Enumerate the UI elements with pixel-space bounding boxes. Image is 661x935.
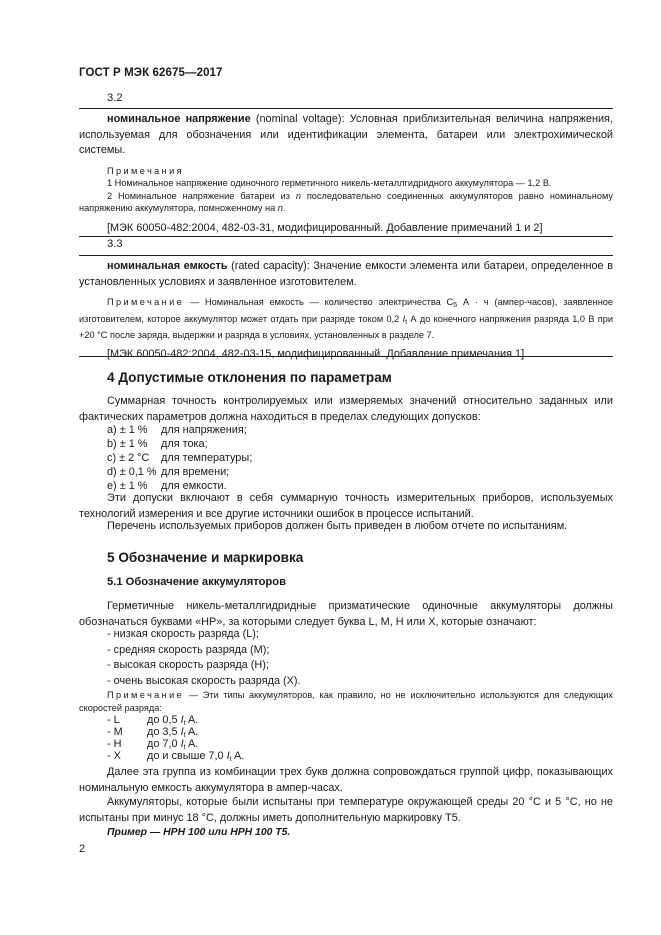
clause-number-3-3: 3.3 — [107, 238, 123, 250]
rate-letter: - M — [107, 726, 123, 738]
term-definition-3-3 — [79, 259, 613, 290]
list-item: - высокая скорость разряда (H); — [107, 659, 269, 671]
subsection-5-1-title: 5.1 Обозначение аккумуляторов — [107, 576, 286, 588]
note-2: 2 Номинальное напряжение батареи из n последовательно соединенных аккумуляторов равно номинальному напряжению аккумулятора, помноженному на n. — [79, 190, 613, 214]
section-5-1-note: Примечание — Эти типы аккумуляторов, как правило, но не исключительно используются для следующих скоростей разряда: — [79, 690, 613, 713]
rate-value: до и свыше 7,0 $I_t$ A. — [147, 750, 245, 763]
definition-text: (rated capacity): Значение емкости элемента или батареи, определенное в установленных условиях и заявленное изготовителем. — [79, 260, 613, 288]
term-name: номинальная емкость — [107, 260, 228, 272]
list-item: - очень высокая скорость разряда (X). — [107, 674, 301, 687]
section-4-para-1: Эти допуски включают в себя суммарную точность измерительных приборов, используемых технологий измерения и все другие источники ошибок в процессе испытаний. — [79, 492, 613, 520]
tolerance-value: d) ± 0,1 % — [107, 466, 157, 478]
rate-letter: - H — [107, 738, 122, 750]
section-4-para-2: Перечень используемых приборов должен быть приведен в любом отчете по испытаниям. — [107, 520, 568, 532]
rate-letter: - L — [107, 714, 120, 726]
clause-number-3-2: 3.2 — [107, 92, 123, 104]
tolerance-value: а) ± 1 % — [107, 424, 148, 436]
note: Примечание — Номинальная емкость — количество электричества $C_5$ А · ч (ампер-часов), заявленное изготовителем, которое аккумулятор может отдать при разряде током 0,2 $I_t$ А до конечного напряжения разряда 1,0 В при +20 °С после заряда, выдержки и разряда в условиях, установленных в разделе 7. — [79, 297, 613, 341]
list-item: - низкая скорость разряда (L); — [107, 628, 259, 640]
section-4-intro: Суммарная точность контролируемых или измеряемых значений относительно заданных или фактических параметров должна находиться в пределах следующих допусков: — [79, 395, 613, 423]
term-definition-3-2 — [79, 112, 613, 159]
section-5-1-para-1: Далее эта группа из комбинации трех букв должна сопровождаться группой цифр, показывающих номинальную емкость аккумулятора в ампер-часах. — [79, 766, 613, 794]
rate-table — [107, 713, 407, 763]
source-reference: [МЭК 60050-482:2004, 482-03-15, модифицированный. Добавление примечания 1] — [107, 347, 525, 360]
example-line: Пример — HPH 100 или HPH 100 T5. — [107, 827, 291, 838]
tolerance-param: для тока; — [161, 438, 208, 450]
list-item: - средняя скорость разряда (M); — [107, 643, 270, 656]
page-number: 2 — [79, 843, 86, 855]
notes-title: Примечания — [107, 165, 185, 176]
rate-letter: - X — [107, 750, 121, 762]
source-reference: [МЭК 60050-482:2004, 482-03-31, модифицированный. Добавление примечаний 1 и 2] — [107, 221, 543, 234]
term-box-3-3 — [79, 255, 613, 360]
term-name: номинальное напряжение — [107, 113, 251, 125]
discharge-rate-list — [79, 627, 613, 689]
rate-value: до 3,5 $I_t$ A. — [147, 726, 199, 739]
document-header: ГОСТ Р МЭК 62675—2017 — [79, 67, 223, 79]
section-4-title: 4 Допустимые отклонения по параметрам — [107, 370, 392, 385]
note-1: 1 Номинальное напряжение одиночного герметичного никель-металлгидридного аккумулятора — 1,2 В. — [107, 178, 552, 189]
tolerance-param: для напряжения; — [161, 424, 247, 436]
section-5-1-intro: Герметичные никель-металлгидридные призматические одиночные аккумуляторы должны обозначаться буквами «HP», за которыми следует буква L, M, H или X, которые означают: — [79, 600, 613, 628]
tolerance-param: для времени; — [161, 466, 230, 478]
section-5-title: 5 Обозначение и маркировка — [107, 550, 304, 565]
rate-value: до 7,0 $I_t$ A. — [147, 738, 199, 751]
tolerance-list — [107, 423, 407, 495]
tolerance-param: для температуры; — [161, 452, 253, 464]
rate-value: до 0,5 $I_t$ A. — [147, 714, 199, 727]
tolerance-param: для емкости. — [161, 480, 227, 492]
definition-text: (nominal voltage): Условная приблизительная величина напряжения, используемая для обозначения или идентификации элемента, батареи или электрохимической системы. — [79, 113, 613, 156]
tolerance-value: b) ± 1 % — [107, 438, 148, 450]
section-5-1-para-2: Аккумуляторы, которые были испытаны при температуре окружающей среды 20 °С и 5 °С, но не испытаны при минус 18 °С, должны иметь дополнительную маркировку T5. — [79, 796, 613, 824]
tolerance-value: c) ± 2 °C — [107, 452, 150, 464]
tolerance-value: e) ± 1 % — [107, 480, 148, 492]
term-box-3-2 — [79, 108, 613, 237]
